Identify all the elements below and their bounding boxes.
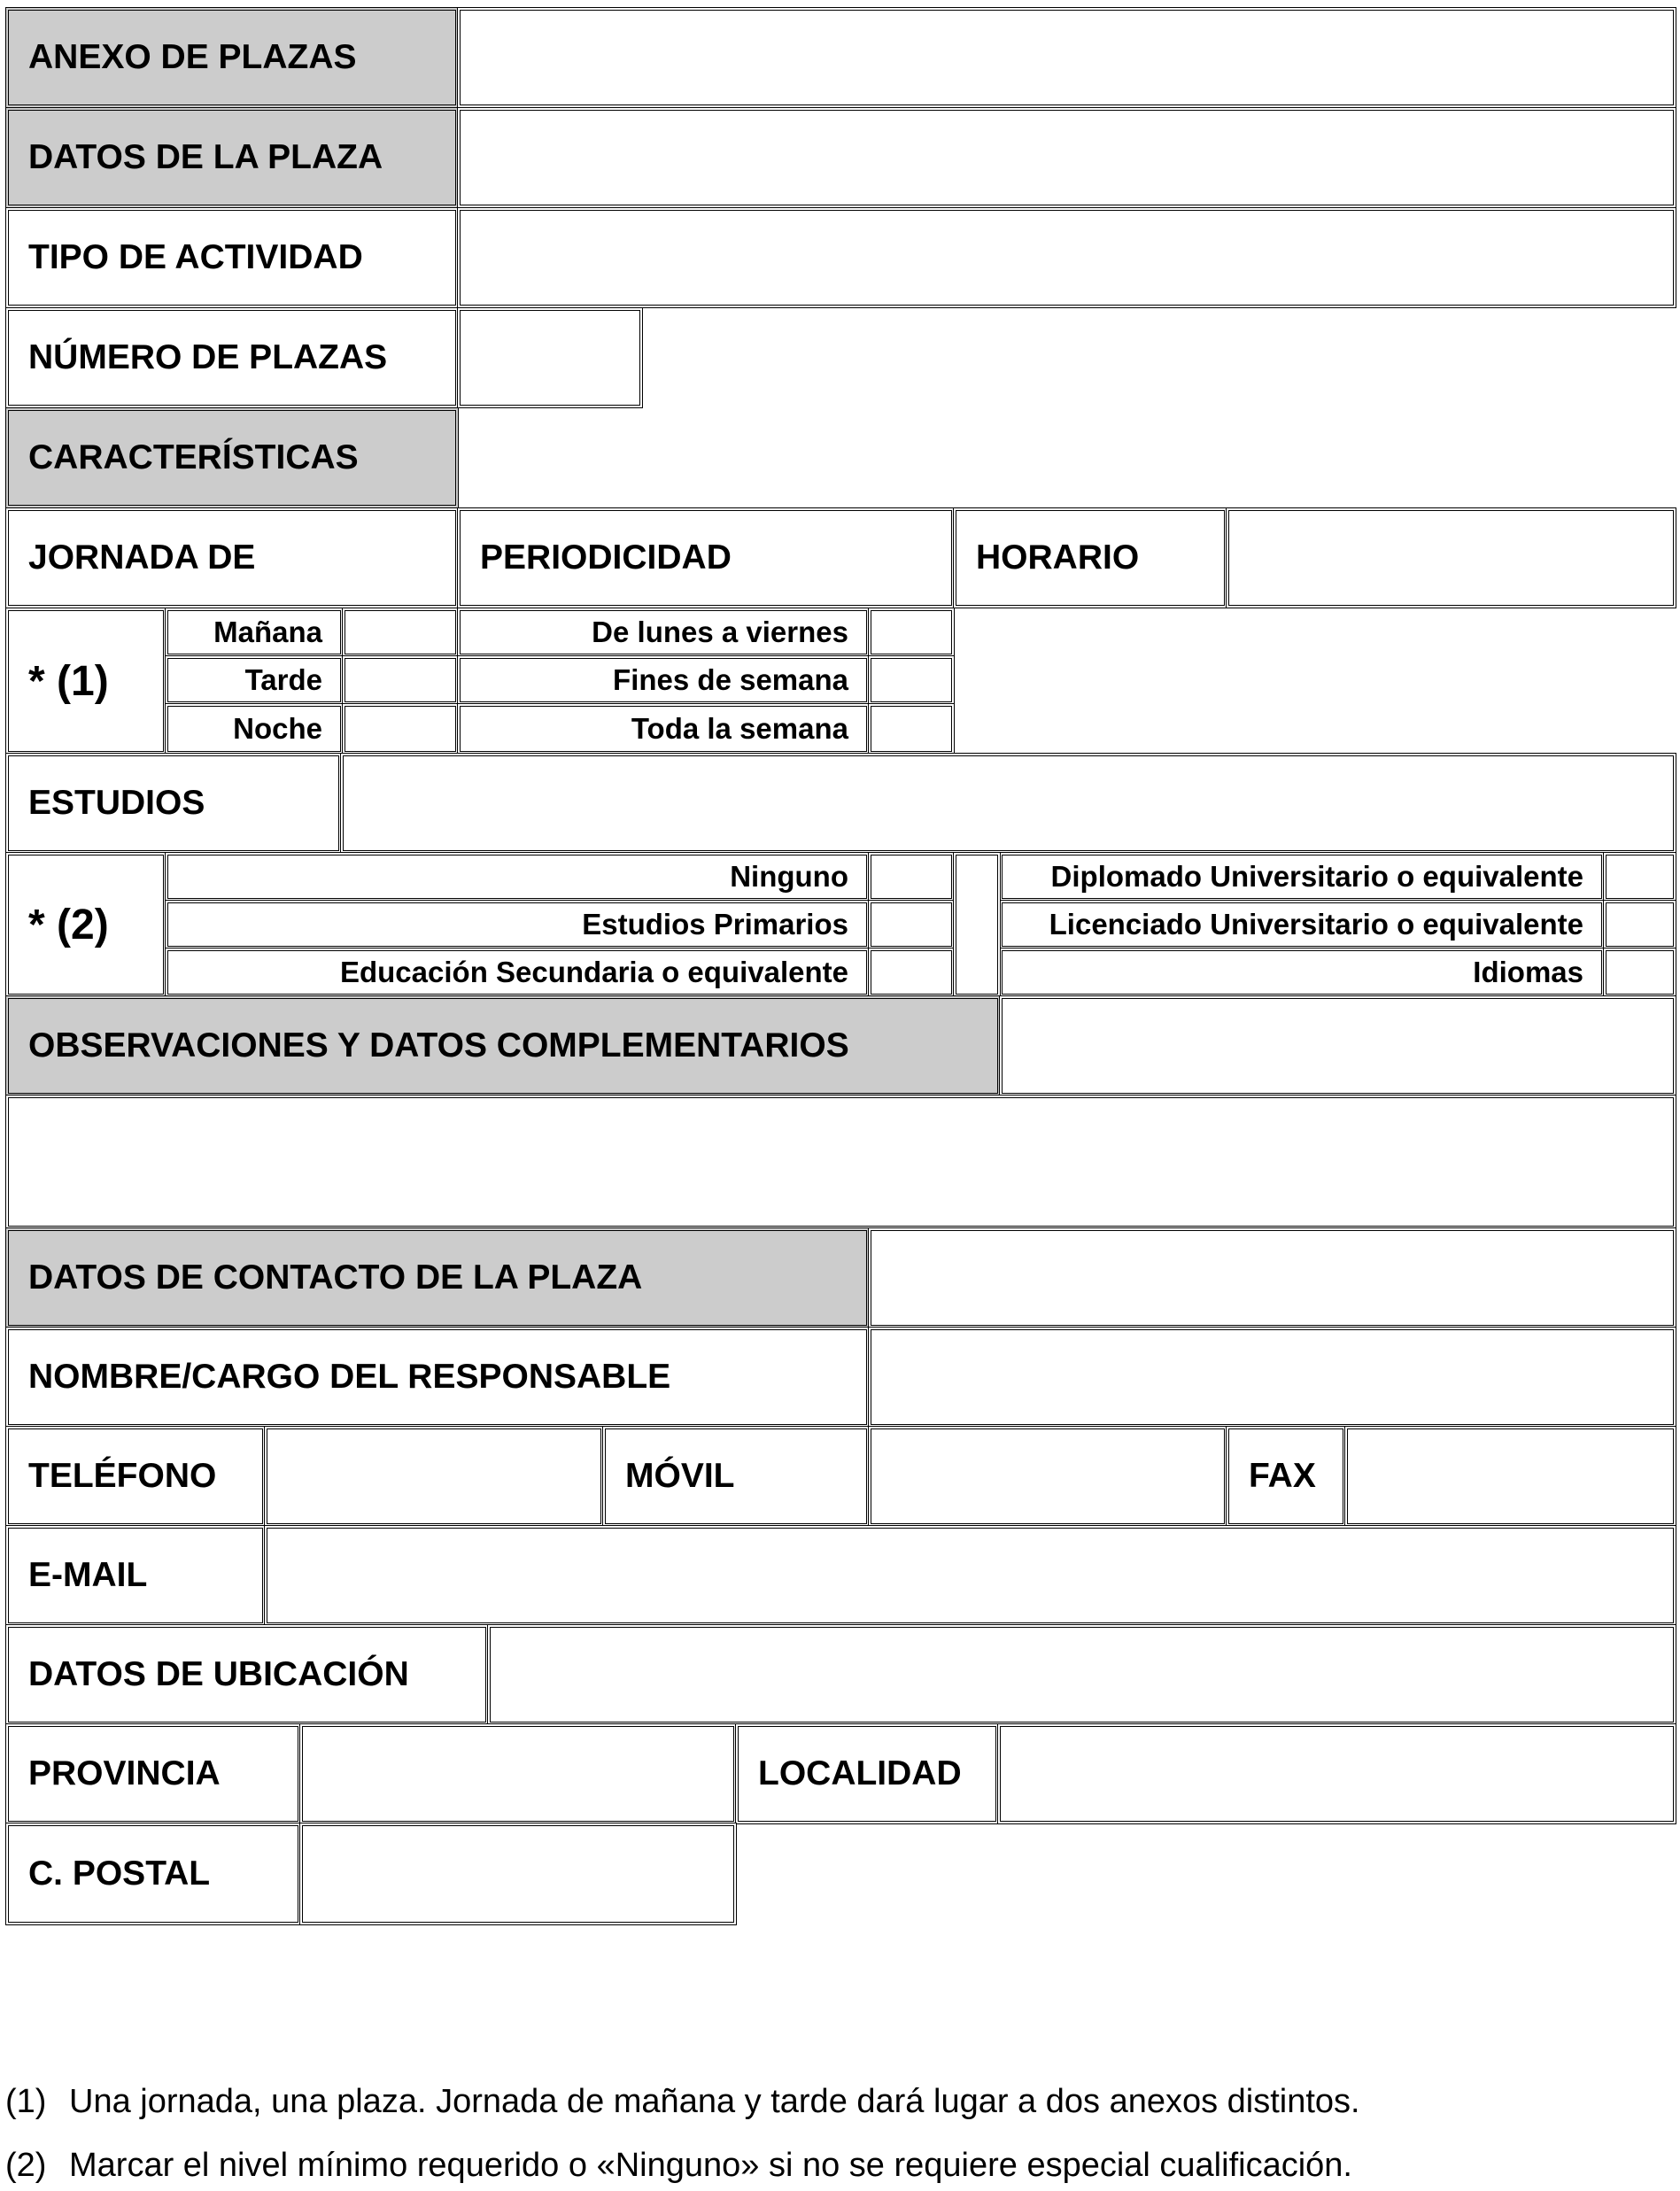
localidad-label: LOCALIDAD <box>735 1723 999 1824</box>
tipo-actividad-label: TIPO DE ACTIVIDAD <box>5 207 459 308</box>
movil-field[interactable] <box>868 1426 1227 1527</box>
jornada-option-label: Tarde <box>165 655 344 705</box>
periodicidad-option-label: De lunes a viernes <box>457 608 870 657</box>
email-label: E-MAIL <box>5 1525 266 1626</box>
periodicidad-option-label: Toda la semana <box>457 703 870 755</box>
estudios-field[interactable] <box>340 753 1676 854</box>
responsable-field[interactable] <box>868 1327 1676 1428</box>
mark-1: * (1) <box>5 608 166 755</box>
estudios-option-label: Estudios Primarios <box>165 900 870 949</box>
observaciones-header-field[interactable] <box>999 995 1676 1096</box>
provincia-field[interactable] <box>299 1723 737 1824</box>
email-field[interactable] <box>264 1525 1676 1626</box>
provincia-label: PROVINCIA <box>5 1723 301 1824</box>
caracteristicas-label: CARACTERÍSTICAS <box>5 407 459 508</box>
estudios-primarios-checkbox[interactable] <box>868 900 955 949</box>
periodicidad-fines-semana-checkbox[interactable] <box>868 655 955 705</box>
telefono-label: TELÉFONO <box>5 1426 266 1527</box>
jornada-option-label: Noche <box>165 703 344 755</box>
anexo-label: ANEXO DE PLAZAS <box>5 7 459 108</box>
estudios-option-label: Ninguno <box>165 852 870 902</box>
numero-plazas-label: NÚMERO DE PLAZAS <box>5 307 459 408</box>
observaciones-label: OBSERVACIONES Y DATOS COMPLEMENTARIOS <box>5 995 1001 1096</box>
periodicidad-label: PERIODICIDAD <box>457 507 955 608</box>
ubicacion-field[interactable] <box>487 1624 1676 1725</box>
observaciones-textarea[interactable] <box>5 1095 1676 1229</box>
movil-label: MÓVIL <box>602 1426 870 1527</box>
cpostal-label: C. POSTAL <box>5 1823 301 1925</box>
fax-label: FAX <box>1226 1426 1346 1527</box>
estudios-spacer <box>953 852 1001 997</box>
estudios-idiomas-checkbox[interactable] <box>1603 948 1676 997</box>
telefono-field[interactable] <box>264 1426 604 1527</box>
footnote-number: (1) <box>5 2083 47 2120</box>
responsable-label: NOMBRE/CARGO DEL RESPONSABLE <box>5 1327 870 1428</box>
anexo-field[interactable] <box>457 7 1676 108</box>
periodicidad-lunes-viernes-checkbox[interactable] <box>868 608 955 657</box>
estudios-option-label: Diplomado Universitario o equivalente <box>999 852 1605 902</box>
jornada-manana-checkbox[interactable] <box>342 608 459 657</box>
horario-field[interactable] <box>1226 507 1676 608</box>
cpostal-field[interactable] <box>299 1823 737 1925</box>
localidad-field[interactable] <box>997 1723 1676 1824</box>
mark-2: * (2) <box>5 852 166 997</box>
jornada-tarde-checkbox[interactable] <box>342 655 459 705</box>
footnote-2 <box>5 2147 1352 2185</box>
estudios-diplomado-checkbox[interactable] <box>1603 852 1676 902</box>
estudios-secundaria-checkbox[interactable] <box>868 948 955 997</box>
datos-plaza-label: DATOS DE LA PLAZA <box>5 107 459 208</box>
contacto-field[interactable] <box>868 1227 1676 1328</box>
footnote-text: Una jornada, una plaza. Jornada de mañana y tarde dará lugar a dos anexos distintos. <box>69 2083 1360 2120</box>
jornada-noche-checkbox[interactable] <box>342 703 459 755</box>
fax-field[interactable] <box>1344 1426 1676 1527</box>
periodicidad-option-label: Fines de semana <box>457 655 870 705</box>
periodicidad-toda-semana-checkbox[interactable] <box>868 703 955 755</box>
estudios-label: ESTUDIOS <box>5 753 342 854</box>
estudios-option-label: Idiomas <box>999 948 1605 997</box>
contacto-label: DATOS DE CONTACTO DE LA PLAZA <box>5 1227 870 1328</box>
estudios-licenciado-checkbox[interactable] <box>1603 900 1676 949</box>
footnote-number: (2) <box>5 2147 47 2184</box>
ubicacion-label: DATOS DE UBICACIÓN <box>5 1624 489 1725</box>
estudios-ninguno-checkbox[interactable] <box>868 852 955 902</box>
footnote-1 <box>5 2083 1360 2121</box>
numero-plazas-field[interactable] <box>457 307 643 408</box>
footnote-text: Marcar el nivel mínimo requerido o «Ninguno» si no se requiere especial cualificación. <box>69 2147 1352 2184</box>
horario-label: HORARIO <box>953 507 1227 608</box>
tipo-actividad-field[interactable] <box>457 207 1676 308</box>
datos-plaza-field[interactable] <box>457 107 1676 208</box>
estudios-option-label: Educación Secundaria o equivalente <box>165 948 870 997</box>
jornada-option-label: Mañana <box>165 608 344 657</box>
estudios-option-label: Licenciado Universitario o equivalente <box>999 900 1605 949</box>
jornada-de-label: JORNADA DE <box>5 507 459 608</box>
